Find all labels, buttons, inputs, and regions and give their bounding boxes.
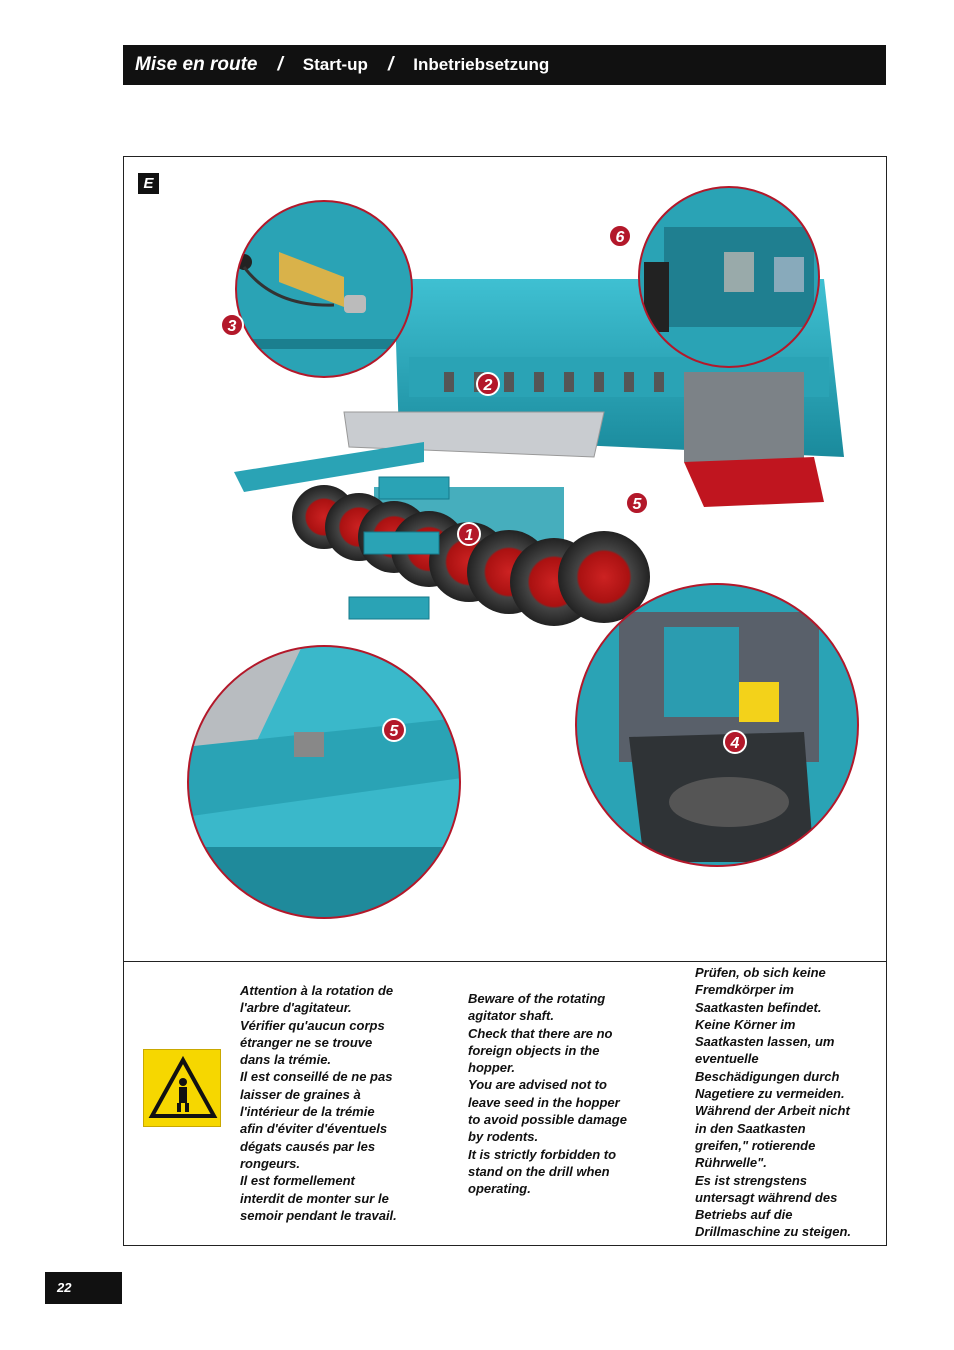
warning-line: by rodents. — [468, 1129, 539, 1145]
warning-line: hopper. — [468, 1060, 515, 1076]
warning-line: afin d'éviter d'éventuels — [240, 1121, 388, 1137]
section-header — [123, 45, 886, 85]
warning-line: Rührwelle". — [695, 1155, 767, 1171]
detail-circle-5 — [184, 642, 469, 927]
warning-line: étranger ne se trouve — [240, 1034, 373, 1050]
warning-line: Saatkasten lassen, um — [695, 1034, 835, 1050]
warning-line: Il est conseillé de ne pas — [240, 1069, 393, 1085]
warning-line: Während der Arbeit nicht — [695, 1103, 850, 1119]
warning-line: l'arbre d'agitateur. — [240, 1000, 352, 1016]
warning-line: in den Saatkasten — [695, 1120, 806, 1136]
warning-person-icon — [143, 1049, 221, 1127]
warning-line: leave seed in the hopper — [468, 1094, 620, 1110]
figure-frame — [123, 156, 887, 962]
warning-line: Saatkasten befindet. — [695, 999, 822, 1015]
warning-line: It is strictly forbidden to — [468, 1146, 617, 1162]
warning-line: Beware of the rotating — [468, 991, 606, 1006]
warning-line: Vérifier qu'aucun corps — [240, 1017, 385, 1033]
warning-line: laisser de graines à — [240, 1086, 361, 1102]
warning-line: eventuelle — [695, 1051, 759, 1067]
warning-line: Attention à la rotation de — [240, 983, 394, 998]
page-number: 22 — [45, 1272, 122, 1304]
warning-line: Betriebs auf die — [695, 1207, 793, 1223]
warning-line: to avoid possible damage — [468, 1112, 627, 1128]
warning-text-fr — [240, 982, 426, 1224]
warning-line: dans la trémie. — [240, 1052, 332, 1068]
warning-text-de — [695, 964, 881, 1241]
warning-line: dégats causés par les — [240, 1138, 376, 1154]
callout-4 — [724, 731, 746, 753]
callout-5-detail — [383, 719, 405, 741]
svg-text:5: 5 — [389, 723, 399, 740]
warning-box — [123, 961, 887, 1246]
svg-text:3: 3 — [227, 318, 237, 335]
title-separator: / — [387, 54, 394, 75]
svg-text:5: 5 — [632, 496, 642, 513]
detail-circle-4 — [574, 582, 864, 872]
warning-line: l'intérieur de la trémie — [240, 1104, 375, 1120]
warning-line: interdit de monter sur le — [240, 1190, 389, 1206]
warning-line: rongeurs. — [240, 1155, 300, 1171]
warning-line: Keine Körner im — [695, 1016, 796, 1032]
warning-line: operating. — [468, 1181, 531, 1197]
callout-6 — [609, 225, 631, 247]
warning-line: Es ist strengstens — [695, 1172, 807, 1188]
svg-text:1: 1 — [464, 527, 474, 544]
callout-3 — [221, 314, 243, 336]
warning-line: foreign objects in the — [468, 1042, 600, 1058]
warning-line: Fremdkörper im — [695, 982, 794, 998]
warning-line: Check that there are no — [468, 1025, 613, 1041]
svg-text:6: 6 — [615, 229, 625, 246]
title-separator: / — [277, 54, 283, 75]
warning-line: Beschädigungen durch — [695, 1068, 840, 1084]
svg-text:2: 2 — [483, 377, 493, 394]
svg-text:4: 4 — [730, 735, 740, 752]
warning-line: agitator shaft. — [468, 1008, 554, 1024]
warning-line: Nagetiere zu vermeiden. — [695, 1086, 845, 1102]
warning-line: semoir pendant le travail. — [240, 1207, 397, 1223]
figure-label: E — [138, 173, 159, 194]
warning-line: greifen," rotierende — [695, 1137, 816, 1153]
callout-1 — [458, 523, 480, 545]
warning-line: untersagt während des — [695, 1189, 838, 1205]
callout-5 — [626, 492, 648, 514]
title-en: Start-up — [302, 55, 368, 74]
warning-line: Prüfen, ob sich keine — [695, 965, 826, 980]
warning-line: stand on the drill when — [468, 1163, 610, 1179]
warning-line: Drillmaschine zu steigen. — [695, 1224, 852, 1240]
title-fr: Mise en route — [135, 54, 258, 75]
seed-drill-illustration — [124, 157, 888, 963]
warning-text-en — [468, 990, 654, 1198]
title-de: Inbetriebsetzung — [413, 55, 550, 74]
callout-2 — [477, 373, 499, 395]
warning-line: Il est formellement — [240, 1173, 355, 1189]
warning-line: You are advised not to — [468, 1077, 607, 1093]
